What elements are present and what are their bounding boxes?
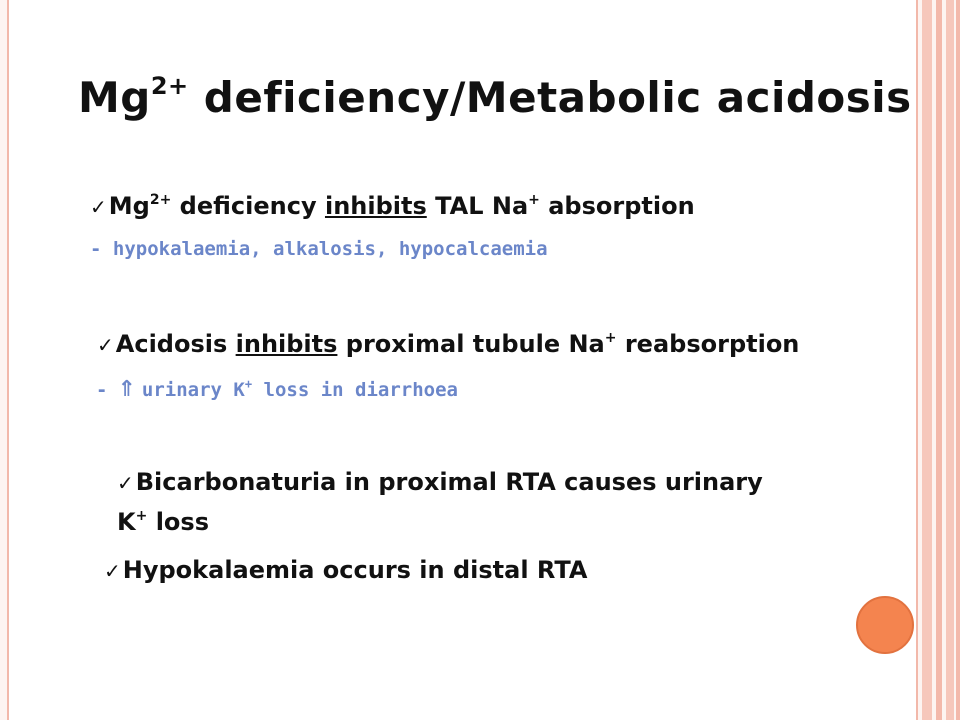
decorative-stripe bbox=[936, 0, 942, 720]
checkmark-icon: ✓ bbox=[117, 471, 134, 495]
checkmark-icon: ✓ bbox=[104, 559, 121, 583]
decorative-stripe bbox=[956, 0, 960, 720]
accent-circle bbox=[856, 596, 914, 654]
checkmark-icon: ✓ bbox=[97, 333, 114, 357]
note-mg-effects: - hypokalaemia, alkalosis, hypocalcaemia bbox=[90, 238, 548, 260]
checkmark-icon: ✓ bbox=[90, 195, 107, 219]
note-acidosis-effect: - ⇑ urinary K+ loss in diarrhoea bbox=[96, 377, 458, 402]
bullet-mg-deficiency: $✓Mg^{2+}$ deficiency inhibits TAL Na+ absorption bbox=[90, 192, 695, 220]
bullet-bicarbonaturia-continued: K+ loss bbox=[117, 508, 209, 536]
slide-title: $Mg^{2+}$ deficiency/Metabolic acidosis bbox=[78, 72, 912, 122]
decorative-stripe bbox=[922, 0, 932, 720]
decorative-stripe bbox=[946, 0, 954, 720]
bullet-bicarbonaturia: ✓Bicarbonaturia in proximal RTA causes urinary bbox=[117, 468, 763, 496]
up-arrow-icon: ⇑ bbox=[117, 377, 136, 402]
bullet-hypokalaemia: ✓Hypokalaemia occurs in distal RTA bbox=[104, 556, 588, 584]
bullet-acidosis: ✓Acidosis inhibits proximal tubule Na+ reabsorption bbox=[97, 330, 800, 358]
